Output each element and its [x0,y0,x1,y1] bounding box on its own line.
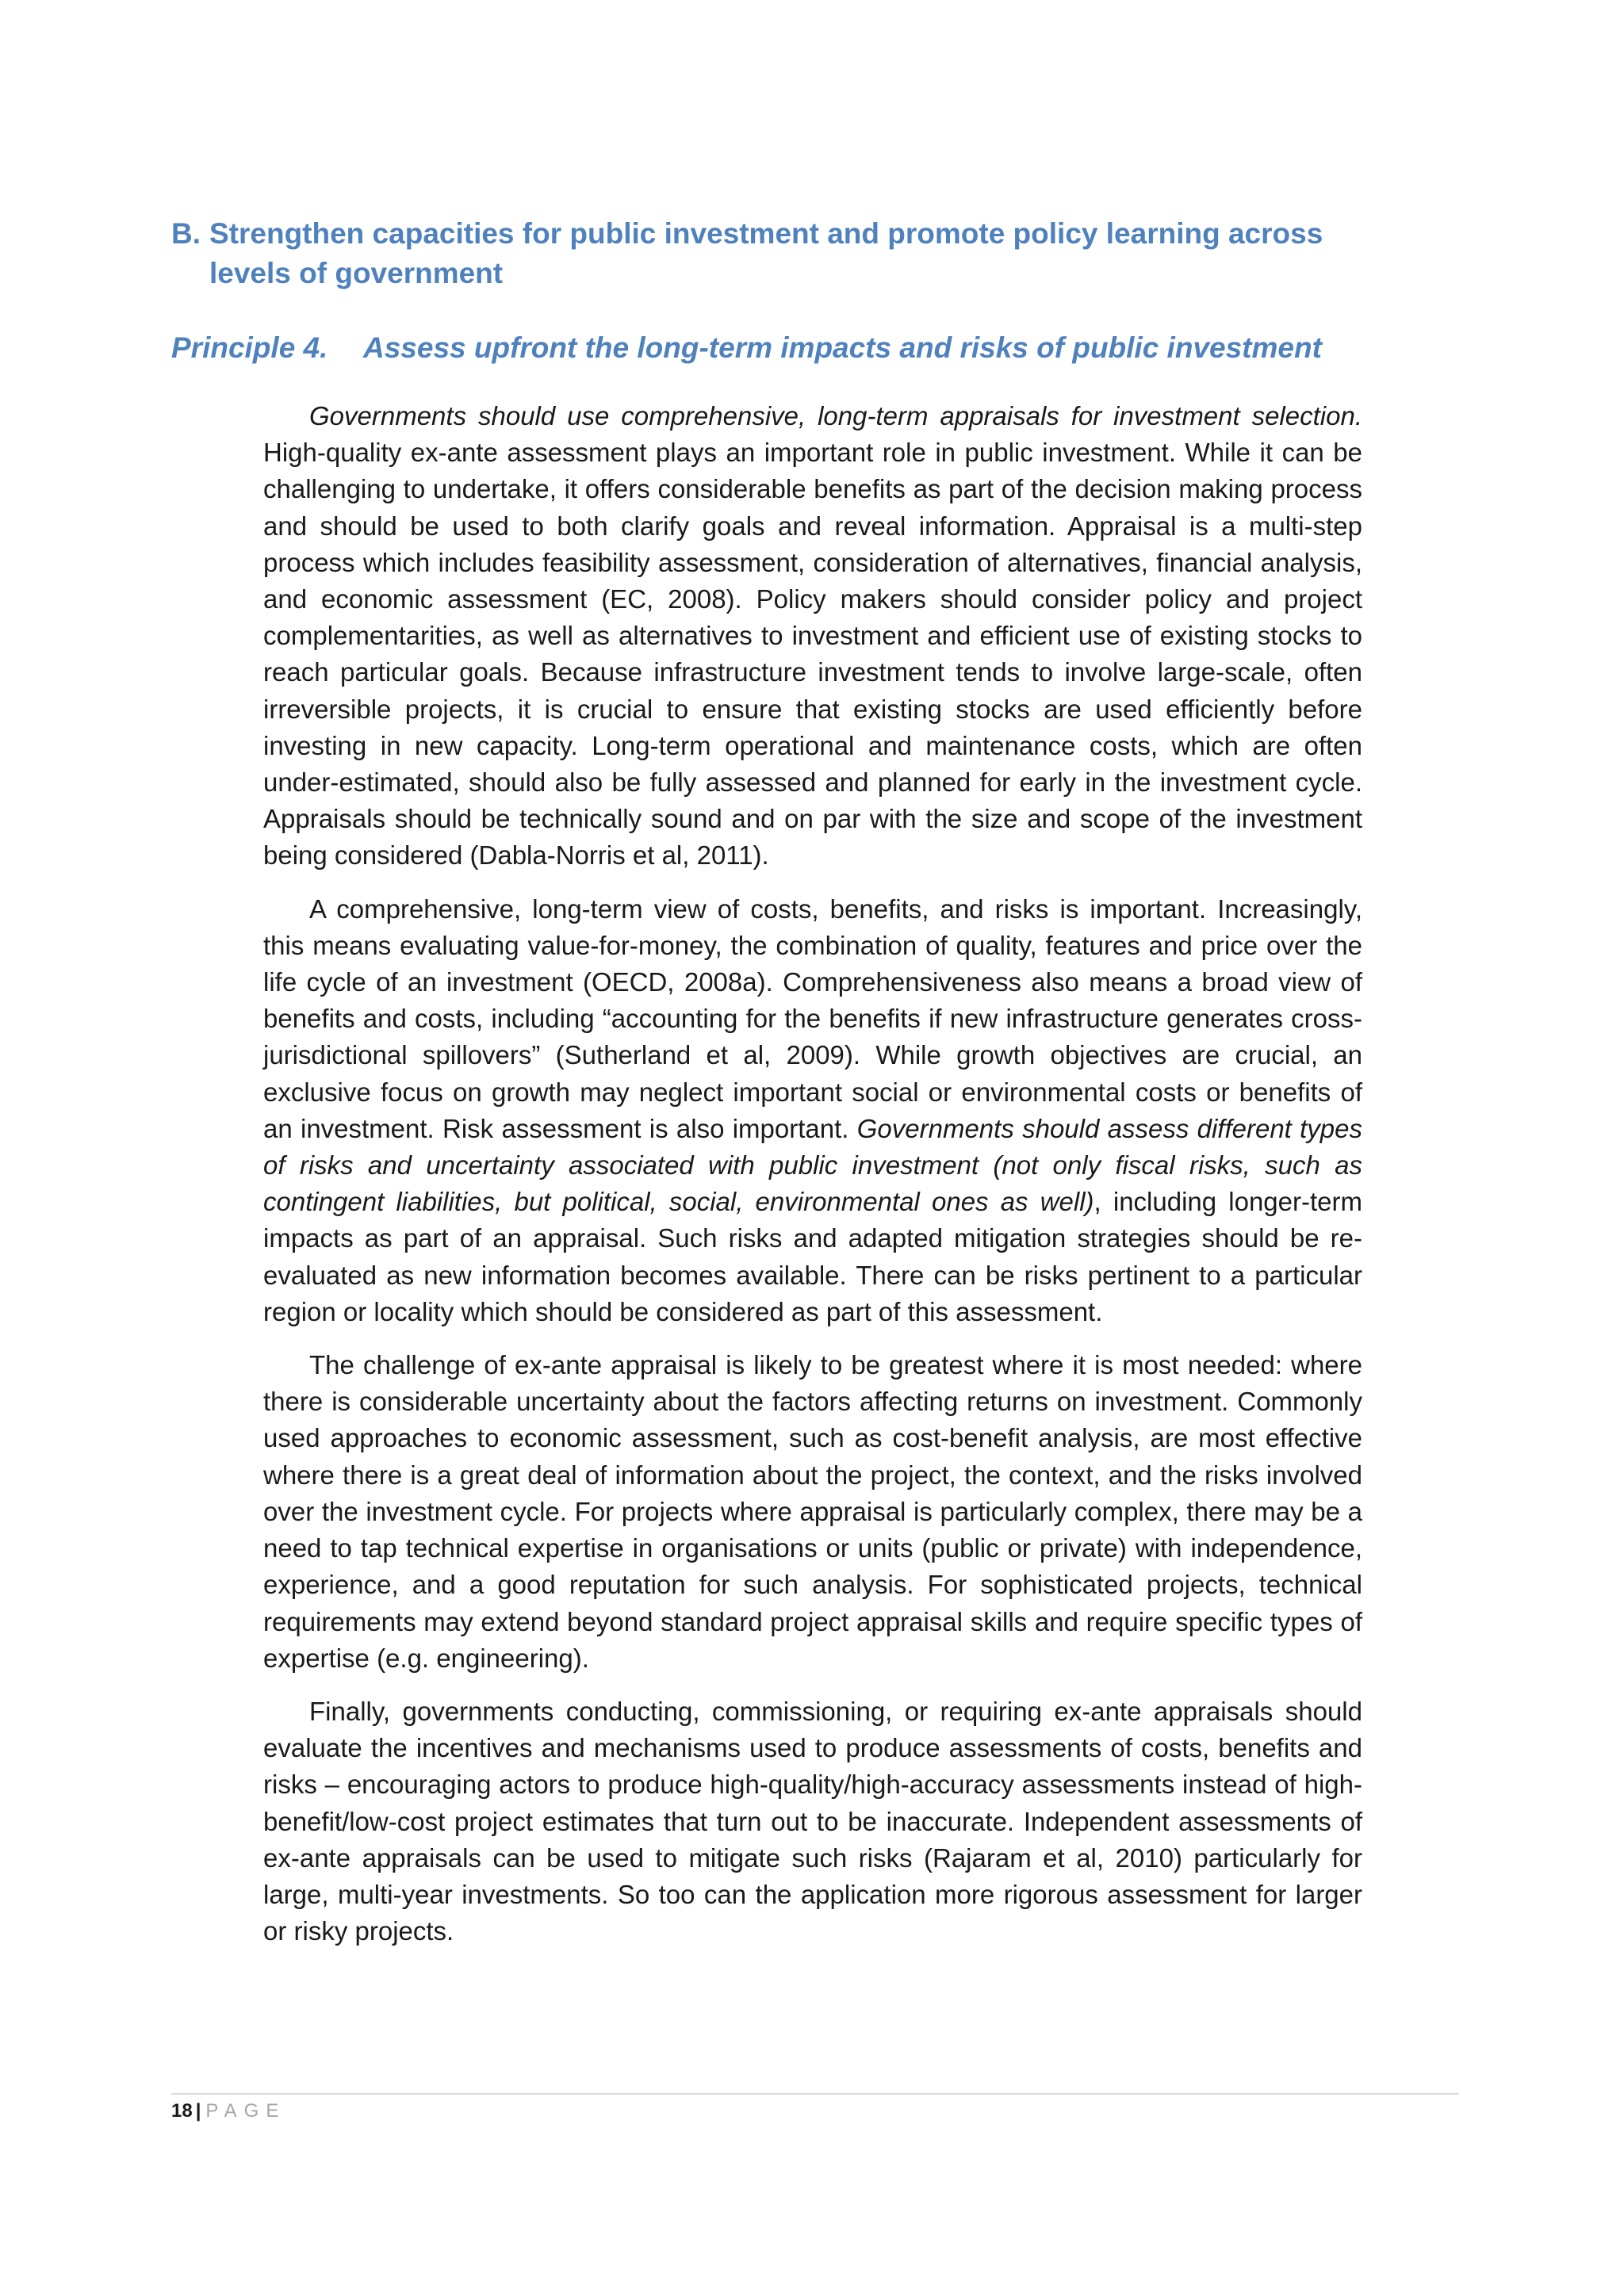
paragraph-1-lead: Governments should use comprehensive, long-term appraisals for investment selection. [309,401,1362,430]
footer-divider [171,2093,1459,2095]
page-number: 18 [171,2100,193,2122]
section-heading [171,214,1392,293]
paragraph-1-text: High-quality ex-ante assessment plays an important role in public investment. While it can be challenging to undertake, it offers considerable benefits as part of the decision making process and should be used to both clarify goals and reveal information. Appraisal is a multi-step process which includes feasibility assessment, consideration of alternatives, financial analysis, and economic assessment (EC, 2008). Policy makers should consider policy and project complementarities, as well as alternatives to investment and efficient use of existing stocks to reach particular goals. Because infrastructure investment tends to involve large-scale, often irreversible projects, it is crucial to ensure that existing stocks are used efficiently before investing in new capacity. Long-term operational and maintenance costs, which are often under-estimated, should also be fully assessed and planned for early in the investment cycle. Appraisals should be technically sound and on par with the size and scope of the investment being considered (Dabla-Norris et al, 2011). [263,438,1362,871]
principle-number: Principle 4. [171,331,328,364]
page-label: PAGE [205,2100,286,2122]
paragraph-2-text-before: A comprehensive, long-term view of costs, benefits, and risks is important. Increasingly, this means evaluating value-for-money, the combination of quality, features and price over the life cycle of an investment (OECD, 2008a). Comprehensiveness also means a broad view of benefits and costs, including “accounting for the benefits if new infrastructure generates cross-jurisdictional spillovers” (Sutherland et al, 2009). While growth objectives are crucial, an exclusive focus on growth may neglect important social or environmental costs or benefits of an investment. Risk assessment is also important. [263,894,1362,1143]
page-footer [171,2099,285,2123]
principle-heading [171,328,1456,368]
paragraph-2-italic: Governments should assess different types of risks and uncertainty associated with public investment (not only fiscal risks, such as contingent liabilities, but political, social, environmental ones as well) [263,1113,1362,1217]
paragraph-3: The challenge of ex-ante appraisal is likely to be greatest where it is most needed: where there is considerable uncertainty about the factors affecting returns on investment. Commonly used approaches to economic assessment, such as cost-benefit analysis, are most effective where there is a great deal of information about the project, the context, and the risks involved over the investment cycle. For projects where appraisal is particularly complex, there may be a need to tap technical expertise in organisations or units (public or private) with independence, experience, and a good reputation for such analysis. For sophisticated projects, technical requirements may extend beyond standard project appraisal skills and require specific types of expertise (e.g. engineering). [263,1350,1362,1673]
paragraph-1 [263,398,1362,874]
section-title-line1: Strengthen capacities for public investment and promote policy learning across [209,217,1323,250]
paragraph-2-text-after: , including longer-term impacts as part of an appraisal. Such risks and adapted mitigation strategies should be re-evaluated as new information becomes available. There can be risks pertinent to a particular region or locality which should be considered as part of this assessment. [263,1187,1362,1326]
paragraph-2 [263,891,1362,1330]
principle-title: Assess upfront the long-term impacts and risks of public investment [363,331,1322,364]
paragraph-4: Finally, governments conducting, commissioning, or requiring ex-ante appraisals should evaluate the incentives and mechanisms used to produce assessments of costs, benefits and risks – encouraging actors to produce high-quality/high-accuracy assessments instead of high-benefit/low-cost project estimates that turn out to be inaccurate. Independent assessments of ex-ante appraisals can be used to mitigate such risks (Rajaram et al, 2010) particularly for large, multi-year investments. So too can the application more rigorous assessment for larger or risky projects. [263,1696,1362,1946]
section-letter: B. [171,217,201,250]
section-title-line2: levels of government [209,257,504,289]
body-text [263,398,1362,1966]
footer-separator: | [195,2100,201,2122]
